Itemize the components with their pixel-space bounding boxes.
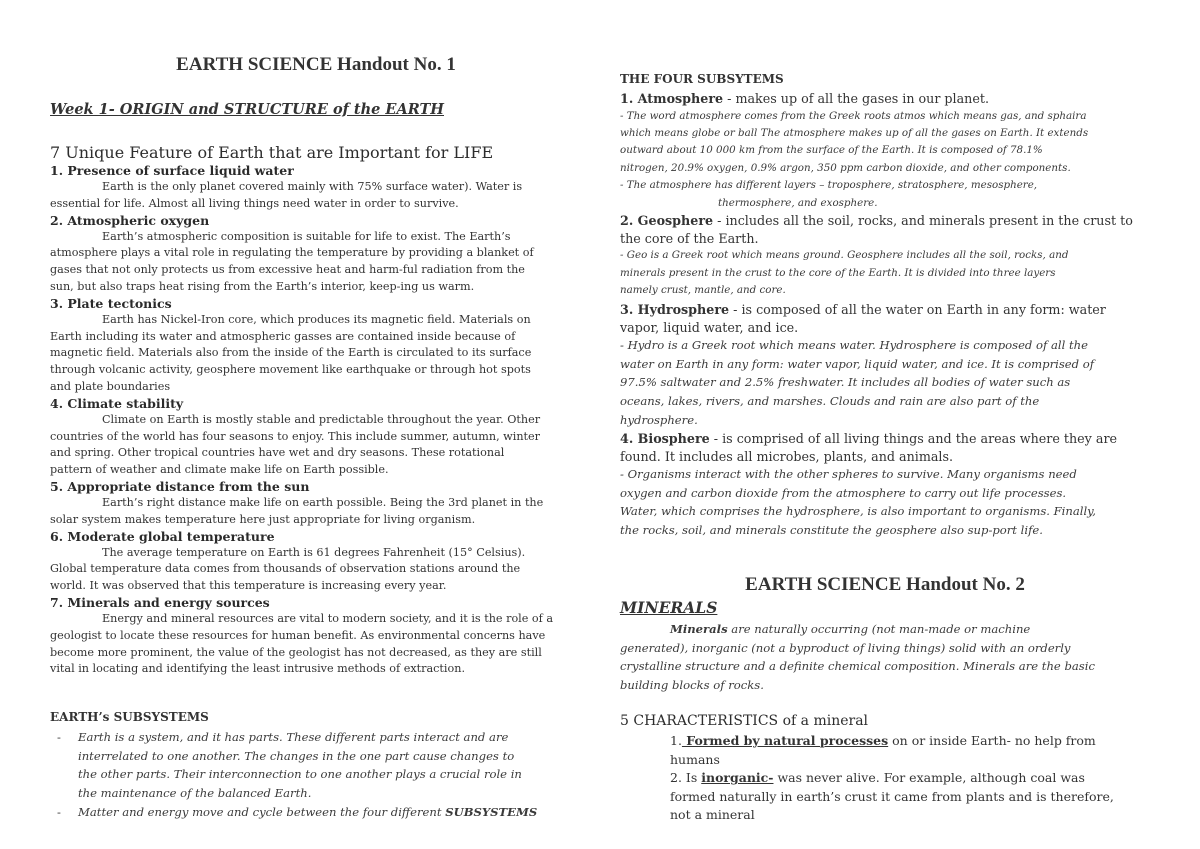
char-num: 1. [670, 733, 682, 748]
feature-text-line: Global temperature data comes from thousands of observation stations around the [50, 562, 521, 576]
four-subsystems-title: THE FOUR SUBSYTEMS [620, 72, 784, 86]
note-line: - Hydro is a Greek root which means water. Hydrosphere is composed of all the [620, 338, 1089, 353]
feature-item [50, 213, 582, 296]
feature-text-line: become more prominent, the value of the geologist has not decreased, as they are still [50, 645, 542, 659]
hydrosphere-section [620, 301, 1150, 429]
characteristics-title: 5 CHARACTERISTICS of a mineral [620, 713, 869, 729]
feature-item [50, 529, 582, 595]
features-list [50, 163, 582, 678]
feature-item [50, 296, 582, 396]
feature-text-line: geologist to locate these resources for human benefit. As environmental concerns have [50, 628, 546, 642]
feature-item [50, 479, 582, 529]
feature-heading: 7. Minerals and energy sources [50, 594, 270, 610]
atmosphere-section [620, 90, 1150, 212]
note-line: water on Earth in any form: water vapor, liquid water, and ice. It is comprised of [620, 356, 1095, 371]
feature-item [50, 595, 582, 678]
feature-text-line: gases that not only protects us from excessive heat and harm-ful radiation from the [50, 263, 525, 277]
char-text-line: not a mineral [670, 807, 755, 823]
feature-text-line: vital in locating and identifying the least intrusive methods of extraction. [50, 662, 466, 676]
char-text: was never alive. For example, although coal was [773, 770, 1085, 786]
subsystems-title: EARTH’s SUBSYSTEMS [50, 710, 209, 724]
feature-text-line: world. It was observed that this temperature is increasing every year. [50, 579, 447, 593]
feature-item [50, 396, 582, 479]
char-text: on or inside Earth- no help from [888, 733, 1096, 748]
feature-text-line: magnetic field. Materials also from the inside of the Earth is circulated to its surface [50, 346, 532, 360]
feature-text-line: pattern of weather and climate make life on Earth possible. [50, 463, 389, 477]
note-line: thermosphere, and exosphere. [718, 196, 878, 209]
note-line: Water, which comprises the hydrosphere, is also important to organisms. Finally, [620, 504, 1096, 519]
def-line: building blocks of rocks. [620, 677, 764, 692]
bullet-line: the maintenance of the balanced Earth. [78, 786, 312, 801]
note-line: - The atmosphere has different layers – troposphere, stratosphere, mesosphere, [620, 179, 1038, 192]
atmosphere-desc: - makes up of all the gases in our planet. [723, 91, 989, 106]
bullet-line: Matter and energy move and cycle between the four different [78, 804, 446, 819]
note-line: nitrogen, 20.9% oxygen, 0.9% argon, 350 ppm carbon dioxide, and other components. [620, 161, 1071, 174]
feature-text-line: and plate boundaries [50, 379, 171, 393]
subsystems-bullet [50, 728, 582, 803]
feature-text-line: Earth is the only planet covered mainly with 75% surface water). Water is [102, 180, 523, 193]
minerals-definition [620, 620, 1150, 694]
note-line: oxygen and carbon dioxide from the atmosphere to carry out life processes. [620, 485, 1067, 500]
feature-text-line: countries of the world has four seasons to enjoy. This include summer, autumn, winter [50, 429, 541, 443]
note-line: oceans, lakes, rivers, and marshes. Clouds and rain are also part of the [620, 393, 1040, 408]
note-line: minerals present in the crust to the core of the Earth. It is divided into three layers [620, 266, 1056, 279]
handout-1-title: EARTH SCIENCE Handout No. 1 [176, 54, 456, 75]
note-line: namely crust, mantle, and core. [620, 284, 786, 296]
feature-heading: 6. Moderate global temperature [50, 528, 275, 544]
def-line: generated), inorganic (not a byproduct of living things) solid with an orderly [620, 640, 1071, 655]
feature-heading: 1. Presence of surface liquid water [50, 163, 294, 178]
bullet-line: Earth is a system, and it has parts. These different parts interact and are [78, 730, 509, 744]
feature-text-line: Earth including its water and atmospheric gasses are contained inside because of [50, 329, 516, 343]
def-line: crystalline structure and a definite chemical composition. Minerals are the basic [620, 659, 1095, 674]
char-key: inorganic- [701, 770, 774, 786]
hydrosphere-desc: - is composed of all the water on Earth in any form: water [729, 302, 1106, 317]
note-line: hydrosphere. [620, 412, 698, 427]
note-line: outward about 10 000 km from the surface of the Earth. It is composed of 78.1% [620, 144, 1043, 157]
subsystems-bullets [50, 728, 582, 822]
biosphere-desc-2: found. It includes all microbes, plants, and animals. [620, 448, 954, 464]
hydrosphere-heading: 3. Hydrosphere [620, 302, 730, 317]
char-key: Formed by natural processes [681, 733, 889, 748]
characteristic-item [670, 769, 1150, 788]
note-line: 97.5% saltwater and 2.5% freshwater. It includes all bodies of water such as [620, 375, 1071, 390]
characteristics-list [620, 732, 1150, 825]
feature-heading: 4. Climate stability [50, 395, 184, 411]
feature-text-line: atmosphere plays a vital role in regulating the temperature by providing a blanket of [50, 246, 534, 260]
feature-text-line: through volcanic activity, geosphere movement like earthquake or through hot spots [50, 363, 531, 377]
week-title: Week 1- ORIGIN and STRUCTURE of the EARTH [50, 101, 444, 118]
subsystems-bold: SUBSYSTEMS [445, 804, 538, 819]
def-line: are naturally occurring (not man-made or machine [727, 622, 1031, 636]
feature-text-line: and spring. Other tropical countries have wet and dry seasons. These rotational [50, 446, 505, 460]
geosphere-section [620, 212, 1150, 299]
feature-item [50, 163, 582, 213]
note-line: - The word atmosphere comes from the Greek roots atmos which means gas, and sphaira [620, 109, 1087, 122]
feature-text-line: sun, but also traps heat rising from the Earth’s interior, keep-ing us warm. [50, 279, 475, 293]
feature-text-line: solar system makes temperature here just appropriate for living organism. [50, 512, 476, 526]
geosphere-heading: 2. Geosphere [620, 213, 714, 228]
note-line: - Organisms interact with the other spheres to survive. Many organisms need [620, 467, 1077, 482]
char-text-line: formed naturally in earth’s crust it came from plants and is therefore, [670, 788, 1114, 804]
note-line: which means globe or ball The atmosphere makes up of all the gases on Earth. It extends [620, 127, 1089, 139]
biosphere-heading: 4. Biosphere [620, 431, 710, 446]
char-num: 2. Is [670, 770, 702, 786]
bullet-line: the other parts. Their interconnection to one another plays a crucial role in [78, 767, 522, 782]
minerals-def-bold: Minerals [670, 622, 728, 636]
minerals-title: MINERALS [620, 598, 718, 617]
feature-text-line: Earth has Nickel-Iron core, which produces its magnetic field. Materials on [102, 312, 531, 326]
geosphere-desc: - includes all the soil, rocks, and minerals present in the crust to [713, 213, 1133, 228]
bullet-line: interrelated to one another. The changes in the one part cause changes to [78, 748, 515, 763]
feature-text-line: Earth’s atmospheric composition is suitable for life to exist. The Earth’s [102, 229, 511, 243]
biosphere-section [620, 430, 1150, 540]
char-text-line: humans [670, 751, 720, 767]
atmosphere-heading: 1. Atmosphere [620, 91, 724, 106]
feature-heading: 3. Plate tectonics [50, 295, 172, 311]
features-title: 7 Unique Feature of Earth that are Important for LIFE [50, 143, 494, 162]
characteristic-item [670, 732, 1150, 751]
feature-heading: 5. Appropriate distance from the sun [50, 478, 310, 494]
subsystems-bullet [50, 803, 582, 822]
feature-text-line: The average temperature on Earth is 61 degrees Fahrenheit (15° Celsius). [102, 545, 526, 559]
note-line: - Geo is a Greek root which means ground. Geosphere includes all the soil, rocks, and [620, 249, 1069, 262]
note-line: the rocks, soil, and minerals constitute the geosphere also sup-port life. [620, 522, 1043, 537]
feature-heading: 2. Atmospheric oxygen [50, 212, 210, 228]
geosphere-desc-2: the core of the Earth. [620, 230, 759, 246]
feature-text-line: Climate on Earth is mostly stable and predictable throughout the year. Other [102, 412, 541, 426]
handout-2-title: EARTH SCIENCE Handout No. 2 [745, 574, 1025, 595]
hydrosphere-desc-2: vapor, liquid water, and ice. [620, 319, 799, 335]
biosphere-desc: - is comprised of all living things and the areas where they are [709, 431, 1118, 446]
feature-text-line: Earth’s right distance make life on earth possible. Being the 3rd planet in the [102, 495, 544, 509]
feature-text-line: Energy and mineral resources are vital to modern society, and it is the role of a [102, 611, 554, 625]
feature-text-line: essential for life. Almost all living things need water in order to survive. [50, 196, 459, 210]
